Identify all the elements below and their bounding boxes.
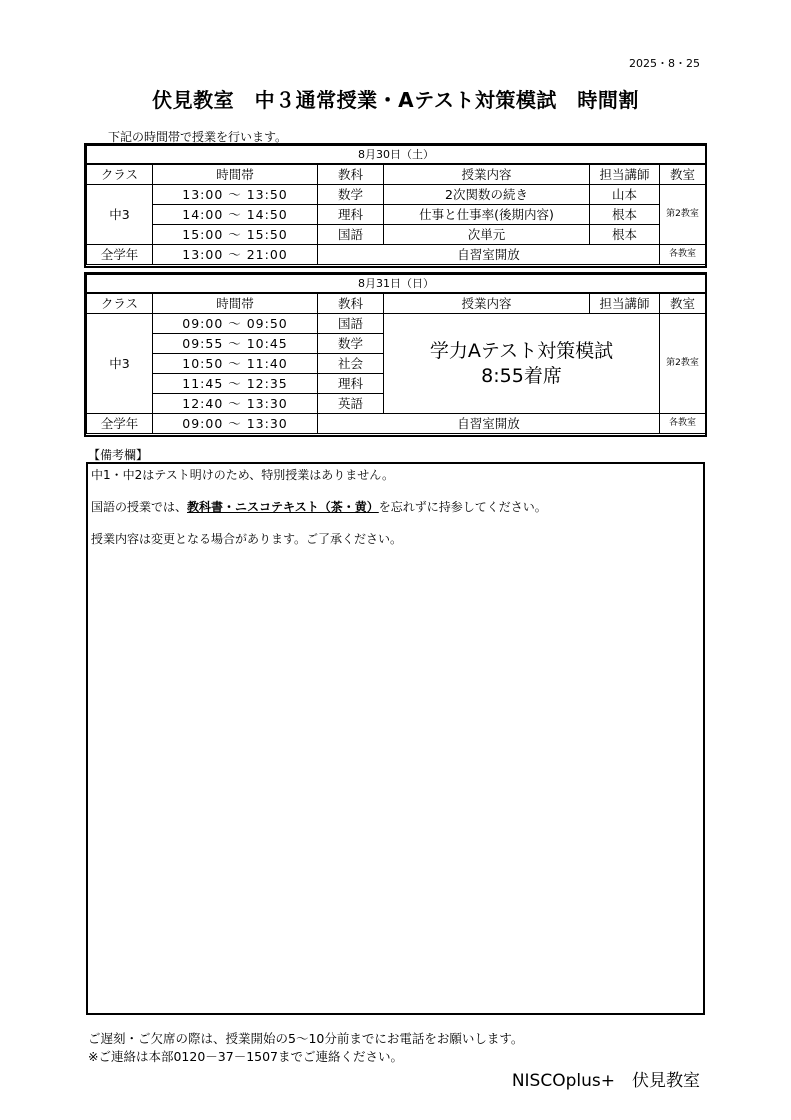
- time-cell: 14:00 ～ 14:50: [153, 205, 318, 225]
- content-cell: 次単元: [384, 225, 590, 245]
- table-row: [87, 245, 706, 265]
- day1-schedule-table: [86, 145, 706, 265]
- header-room: 教室: [660, 293, 706, 314]
- table-row: [87, 314, 706, 334]
- day1-room: 第2教室: [660, 185, 706, 245]
- header-time: 時間帯: [153, 164, 318, 185]
- page-title: 伏見教室 中３通常授業・Aテスト対策模試 時間割: [152, 88, 639, 112]
- subject-cell: 理科: [318, 374, 384, 394]
- intro-text: 下記の時間帯で授業を行います。: [108, 130, 288, 144]
- time-cell: 09:55 ～ 10:45: [153, 334, 318, 354]
- header-class: クラス: [87, 164, 153, 185]
- time-cell: 10:50 ～ 11:40: [153, 354, 318, 374]
- header-subject: 教科: [318, 293, 384, 314]
- teacher-cell: 山本: [590, 185, 660, 205]
- table-row: [87, 205, 706, 225]
- day2-schedule-table: [86, 274, 706, 434]
- time-cell: 13:00 ～ 21:00: [153, 245, 318, 265]
- table-row: [87, 414, 706, 434]
- table-row: [87, 185, 706, 205]
- content-cell: 自習室開放: [318, 414, 660, 434]
- header-content: 授業内容: [384, 293, 590, 314]
- day2-header-row: [87, 293, 706, 314]
- header-time: 時間帯: [153, 293, 318, 314]
- all-grades-class: 全学年: [87, 414, 153, 434]
- subject-cell: 理科: [318, 205, 384, 225]
- day1-class: 中3: [87, 185, 153, 245]
- footer-line-2: ※ご連絡は本部0120－37－1507までご連絡ください。: [88, 1049, 404, 1064]
- remarks-line-2: [91, 498, 547, 515]
- remarks-label: 【備考欄】: [88, 448, 149, 462]
- table-row: [87, 225, 706, 245]
- time-cell: 09:00 ～ 09:50: [153, 314, 318, 334]
- time-cell: 11:45 ～ 12:35: [153, 374, 318, 394]
- time-cell: 13:00 ～ 13:50: [153, 185, 318, 205]
- header-room: 教室: [660, 164, 706, 185]
- remarks-line-2-post: を忘れずに持参してください。: [378, 500, 547, 514]
- subject-cell: 社会: [318, 354, 384, 374]
- remarks-line-2-emphasis: 教科書・ニスコテキスト（茶・黄）: [187, 500, 379, 514]
- time-cell: 15:00 ～ 15:50: [153, 225, 318, 245]
- header-subject: 教科: [318, 164, 384, 185]
- content-cell: 自習室開放: [318, 245, 660, 265]
- footer-line-1: ご遅刻・ご欠席の際は、授業開始の5～10分前までにお電話をお願いします。: [88, 1031, 524, 1046]
- room-cell: 各教室: [660, 245, 706, 265]
- teacher-cell: 根本: [590, 205, 660, 225]
- day2-date-header: 8月31日（日）: [87, 275, 706, 294]
- document-date: 2025・8・25: [629, 57, 700, 70]
- day2-class: 中3: [87, 314, 153, 414]
- content-cell: 仕事と仕事率(後期内容): [384, 205, 590, 225]
- time-cell: 09:00 ～ 13:30: [153, 414, 318, 434]
- remarks-box: [86, 462, 705, 1015]
- header-content: 授業内容: [384, 164, 590, 185]
- time-cell: 12:40 ～ 13:30: [153, 394, 318, 414]
- day1-date-header: 8月30日（土）: [87, 146, 706, 165]
- day2-exam-content: [384, 314, 660, 414]
- remarks-line-3: 授業内容は変更となる場合があります。ご了承ください。: [91, 532, 403, 546]
- room-cell: 各教室: [660, 414, 706, 434]
- remarks-line-2-pre: 国語の授業では、: [91, 500, 188, 514]
- exam-title: 学力Aテスト対策模試: [429, 339, 614, 362]
- subject-cell: 数学: [318, 334, 384, 354]
- exam-seat-time: 8:55着席: [481, 364, 562, 387]
- day1-header-row: [87, 164, 706, 185]
- subject-cell: 英語: [318, 394, 384, 414]
- day2-room: 第2教室: [660, 314, 706, 414]
- content-cell: 2次関数の続き: [384, 185, 590, 205]
- header-class: クラス: [87, 293, 153, 314]
- subject-cell: 数学: [318, 185, 384, 205]
- all-grades-class: 全学年: [87, 245, 153, 265]
- teacher-cell: 根本: [590, 225, 660, 245]
- header-teacher: 担当講師: [590, 164, 660, 185]
- header-teacher: 担当講師: [590, 293, 660, 314]
- subject-cell: 国語: [318, 314, 384, 334]
- subject-cell: 国語: [318, 225, 384, 245]
- remarks-line-1: 中1・中2はテスト明けのため、特別授業はありません。: [91, 468, 395, 482]
- brand-name: NISCOplus+ 伏見教室: [511, 1071, 700, 1091]
